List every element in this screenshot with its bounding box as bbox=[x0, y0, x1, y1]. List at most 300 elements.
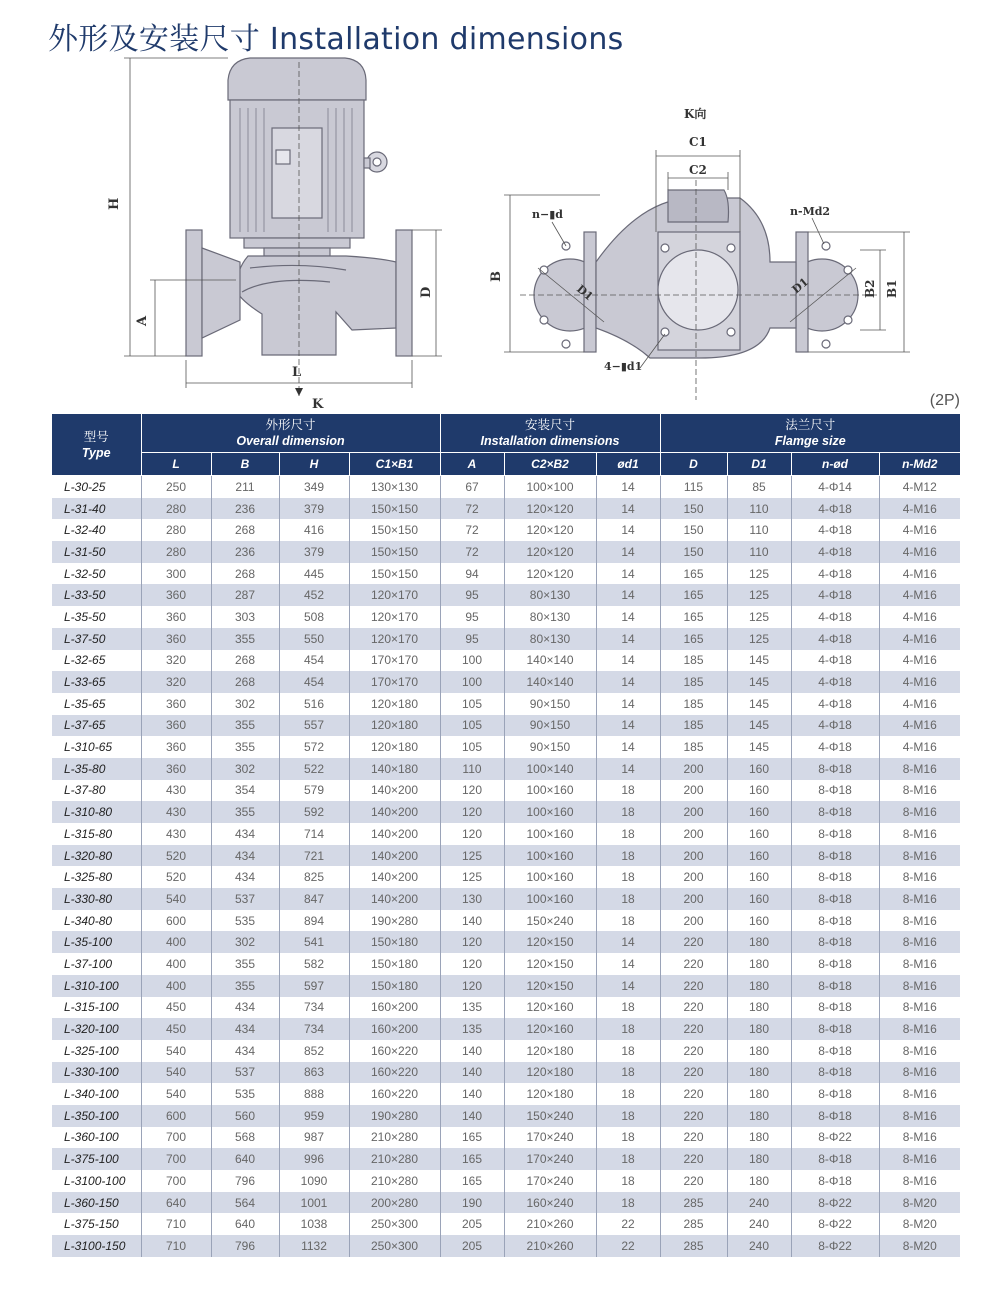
table-cell: 72 bbox=[440, 498, 504, 520]
table-row bbox=[52, 953, 960, 975]
table-cell: 14 bbox=[596, 563, 660, 585]
model-type-cell: L-32-40 bbox=[52, 519, 141, 541]
table-cell: 205 bbox=[440, 1235, 504, 1257]
table-cell: 150×150 bbox=[349, 541, 440, 563]
table-cell: 268 bbox=[211, 563, 279, 585]
table-cell: 360 bbox=[141, 628, 211, 650]
table-row bbox=[52, 1148, 960, 1170]
table-cell: 454 bbox=[279, 671, 349, 693]
table-cell: 100×160 bbox=[504, 780, 596, 802]
table-cell: 1090 bbox=[279, 1170, 349, 1192]
table-cell: 8-Φ18 bbox=[791, 823, 879, 845]
type-header-en: Type bbox=[81, 445, 111, 460]
table-cell: 210×280 bbox=[349, 1148, 440, 1170]
table-cell: 100×160 bbox=[504, 823, 596, 845]
table-cell: 120×180 bbox=[504, 1040, 596, 1062]
table-cell: 568 bbox=[211, 1127, 279, 1149]
table-cell: 450 bbox=[141, 997, 211, 1019]
table-cell: 4-Φ18 bbox=[791, 584, 879, 606]
table-cell: 4-M16 bbox=[879, 628, 960, 650]
table-cell: 450 bbox=[141, 1018, 211, 1040]
table-cell: 8-M16 bbox=[879, 758, 960, 780]
k-arrow-icon bbox=[295, 388, 303, 396]
table-cell: 8-M16 bbox=[879, 780, 960, 802]
label-D1-right: D1 bbox=[789, 275, 812, 297]
table-cell: 700 bbox=[141, 1148, 211, 1170]
label-n-d: n−▮d bbox=[532, 208, 563, 221]
table-cell: 18 bbox=[596, 1105, 660, 1127]
table-cell: 579 bbox=[279, 780, 349, 802]
table-cell: 140×200 bbox=[349, 866, 440, 888]
table-cell: 180 bbox=[727, 1127, 791, 1149]
table-cell: 220 bbox=[660, 1148, 727, 1170]
table-cell: 14 bbox=[596, 931, 660, 953]
dim-label-B1: B1 bbox=[885, 279, 899, 298]
table-cell: 140×200 bbox=[349, 845, 440, 867]
table-cell: 120×160 bbox=[504, 1018, 596, 1040]
table-cell: 110 bbox=[727, 498, 791, 520]
table-cell: 250 bbox=[141, 476, 211, 498]
table-cell: 14 bbox=[596, 628, 660, 650]
table-cell: 220 bbox=[660, 1062, 727, 1084]
table-cell: 110 bbox=[727, 519, 791, 541]
table-cell: 150 bbox=[660, 541, 727, 563]
table-cell: 8-M16 bbox=[879, 1127, 960, 1149]
table-cell: 4-M16 bbox=[879, 584, 960, 606]
model-type-cell: L-37-50 bbox=[52, 628, 141, 650]
table-cell: 236 bbox=[211, 498, 279, 520]
table-cell: 434 bbox=[211, 1018, 279, 1040]
table-cell: 200 bbox=[660, 758, 727, 780]
table-row bbox=[52, 498, 960, 520]
table-cell: 200 bbox=[660, 888, 727, 910]
table-cell: 80×130 bbox=[504, 628, 596, 650]
table-cell: 220 bbox=[660, 975, 727, 997]
table-cell: 4-M16 bbox=[879, 498, 960, 520]
table-cell: 130 bbox=[440, 888, 504, 910]
model-type-cell: L-37-100 bbox=[52, 953, 141, 975]
table-cell: 8-Φ18 bbox=[791, 845, 879, 867]
table-cell: 847 bbox=[279, 888, 349, 910]
table-cell: 125 bbox=[727, 584, 791, 606]
table-cell: 4-Φ18 bbox=[791, 606, 879, 628]
table-cell: 90×150 bbox=[504, 693, 596, 715]
table-cell: 125 bbox=[440, 866, 504, 888]
table-cell: 125 bbox=[440, 845, 504, 867]
table-cell: 220 bbox=[660, 997, 727, 1019]
group-header-installation bbox=[440, 414, 660, 453]
dim-label-C2: C2 bbox=[689, 163, 707, 177]
table-cell: 160 bbox=[727, 823, 791, 845]
table-cell: 180 bbox=[727, 1170, 791, 1192]
table-cell: 8-Φ18 bbox=[791, 801, 879, 823]
table-cell: 150×180 bbox=[349, 931, 440, 953]
table-cell: 268 bbox=[211, 519, 279, 541]
table-cell: 18 bbox=[596, 823, 660, 845]
table-cell: 280 bbox=[141, 541, 211, 563]
table-cell: 110 bbox=[440, 758, 504, 780]
table-cell: 320 bbox=[141, 650, 211, 672]
table-cell: 520 bbox=[141, 866, 211, 888]
table-row bbox=[52, 1105, 960, 1127]
table-cell: 796 bbox=[211, 1170, 279, 1192]
table-cell: 8-M16 bbox=[879, 997, 960, 1019]
table-cell: 180 bbox=[727, 997, 791, 1019]
table-cell: 8-M16 bbox=[879, 1148, 960, 1170]
type-header-cn: 型号 bbox=[83, 429, 109, 444]
group-header-en: Overall dimension bbox=[236, 434, 345, 448]
group-header-cn: 外形尺寸 bbox=[265, 418, 316, 432]
k-view-label: K向 bbox=[684, 107, 707, 121]
table-cell: 710 bbox=[141, 1213, 211, 1235]
table-row bbox=[52, 758, 960, 780]
table-cell: 14 bbox=[596, 671, 660, 693]
table-cell: 200 bbox=[660, 910, 727, 932]
table-cell: 165 bbox=[440, 1127, 504, 1149]
dim-label-H: H bbox=[107, 197, 122, 210]
table-cell: 796 bbox=[211, 1235, 279, 1257]
table-cell: 160×240 bbox=[504, 1192, 596, 1214]
table-cell: 280 bbox=[141, 519, 211, 541]
table-cell: 150 bbox=[660, 498, 727, 520]
table-cell: 140 bbox=[440, 1105, 504, 1127]
table-cell: 160×200 bbox=[349, 1018, 440, 1040]
table-cell: 180 bbox=[727, 1062, 791, 1084]
table-cell: 8-M16 bbox=[879, 888, 960, 910]
table-cell: 640 bbox=[211, 1213, 279, 1235]
table-cell: 4-Φ18 bbox=[791, 736, 879, 758]
table-cell: 120 bbox=[440, 780, 504, 802]
table-cell: 220 bbox=[660, 953, 727, 975]
table-cell: 14 bbox=[596, 541, 660, 563]
table-cell: 80×130 bbox=[504, 584, 596, 606]
table-cell: 220 bbox=[660, 1083, 727, 1105]
table-cell: 14 bbox=[596, 606, 660, 628]
model-type-cell: L-33-50 bbox=[52, 584, 141, 606]
table-cell: 434 bbox=[211, 1040, 279, 1062]
table-cell: 360 bbox=[141, 584, 211, 606]
table-cell: 4-Φ18 bbox=[791, 671, 879, 693]
table-cell: 710 bbox=[141, 1235, 211, 1257]
table-cell: 211 bbox=[211, 476, 279, 498]
table-cell: 508 bbox=[279, 606, 349, 628]
table-row bbox=[52, 1213, 960, 1235]
table-cell: 303 bbox=[211, 606, 279, 628]
table-cell: 8-M16 bbox=[879, 1105, 960, 1127]
column-header: C2×B2 bbox=[504, 453, 596, 476]
table-cell: 200 bbox=[660, 823, 727, 845]
table-row bbox=[52, 1040, 960, 1062]
table-row bbox=[52, 736, 960, 758]
table-cell: 125 bbox=[727, 563, 791, 585]
table-row bbox=[52, 1127, 960, 1149]
model-type-cell: L-340-100 bbox=[52, 1083, 141, 1105]
table-cell: 185 bbox=[660, 693, 727, 715]
table-cell: 120×170 bbox=[349, 606, 440, 628]
table-cell: 640 bbox=[211, 1148, 279, 1170]
table-cell: 379 bbox=[279, 498, 349, 520]
table-cell: 210×260 bbox=[504, 1213, 596, 1235]
table-cell: 120×120 bbox=[504, 498, 596, 520]
table-cell: 434 bbox=[211, 997, 279, 1019]
table-row bbox=[52, 1062, 960, 1084]
table-cell: 14 bbox=[596, 715, 660, 737]
table-cell: 714 bbox=[279, 823, 349, 845]
table-cell: 8-Φ18 bbox=[791, 866, 879, 888]
table-cell: 14 bbox=[596, 584, 660, 606]
table-cell: 135 bbox=[440, 997, 504, 1019]
table-cell: 582 bbox=[279, 953, 349, 975]
table-cell: 150×180 bbox=[349, 975, 440, 997]
table-cell: 165 bbox=[660, 584, 727, 606]
table-cell: 285 bbox=[660, 1192, 727, 1214]
table-cell: 170×240 bbox=[504, 1148, 596, 1170]
model-type-cell: L-310-80 bbox=[52, 801, 141, 823]
dim-label-D: D bbox=[419, 286, 434, 298]
table-cell: 200 bbox=[660, 866, 727, 888]
table-row bbox=[52, 845, 960, 867]
model-type-cell: L-310-65 bbox=[52, 736, 141, 758]
table-cell: 80×130 bbox=[504, 606, 596, 628]
table-cell: 100×140 bbox=[504, 758, 596, 780]
table-row bbox=[52, 780, 960, 802]
table-cell: 14 bbox=[596, 498, 660, 520]
label-4-d1: 4−▮d1 bbox=[604, 360, 643, 373]
table-cell: 145 bbox=[727, 650, 791, 672]
table-cell: 302 bbox=[211, 931, 279, 953]
model-type-cell: L-33-65 bbox=[52, 671, 141, 693]
table-cell: 145 bbox=[727, 671, 791, 693]
model-type-cell: L-375-150 bbox=[52, 1213, 141, 1235]
table-cell: 18 bbox=[596, 1170, 660, 1192]
table-cell: 564 bbox=[211, 1192, 279, 1214]
table-row bbox=[52, 606, 960, 628]
table-cell: 140 bbox=[440, 1040, 504, 1062]
model-type-cell: L-325-80 bbox=[52, 866, 141, 888]
table-cell: 987 bbox=[279, 1127, 349, 1149]
group-header-cn: 法兰尺寸 bbox=[785, 418, 836, 432]
table-row bbox=[52, 910, 960, 932]
table-cell: 18 bbox=[596, 845, 660, 867]
table-cell: 180 bbox=[727, 1018, 791, 1040]
table-cell: 120×150 bbox=[504, 953, 596, 975]
column-header: C1×B1 bbox=[349, 453, 440, 476]
table-cell: 8-M16 bbox=[879, 1018, 960, 1040]
table-cell: 4-M12 bbox=[879, 476, 960, 498]
table-cell: 4-M16 bbox=[879, 715, 960, 737]
table-cell: 220 bbox=[660, 1127, 727, 1149]
table-cell: 100×160 bbox=[504, 801, 596, 823]
table-cell: 18 bbox=[596, 866, 660, 888]
table-cell: 220 bbox=[660, 1018, 727, 1040]
table-cell: 236 bbox=[211, 541, 279, 563]
table-cell: 140×200 bbox=[349, 780, 440, 802]
model-type-cell: L-320-80 bbox=[52, 845, 141, 867]
table-cell: 8-M16 bbox=[879, 1170, 960, 1192]
table-cell: 150×150 bbox=[349, 519, 440, 541]
table-cell: 150×240 bbox=[504, 1105, 596, 1127]
column-header: H bbox=[279, 453, 349, 476]
table-cell: 185 bbox=[660, 736, 727, 758]
table-cell: 8-Φ18 bbox=[791, 1040, 879, 1062]
table-cell: 640 bbox=[141, 1192, 211, 1214]
table-cell: 100 bbox=[440, 650, 504, 672]
table-cell: 8-M16 bbox=[879, 1062, 960, 1084]
table-row bbox=[52, 1018, 960, 1040]
table-body bbox=[52, 476, 960, 1257]
table-cell: 8-M16 bbox=[879, 845, 960, 867]
table-cell: 170×240 bbox=[504, 1170, 596, 1192]
table-cell: 18 bbox=[596, 801, 660, 823]
model-type-cell: L-35-50 bbox=[52, 606, 141, 628]
model-type-cell: L-37-80 bbox=[52, 780, 141, 802]
table-cell: 302 bbox=[211, 693, 279, 715]
table-cell: 852 bbox=[279, 1040, 349, 1062]
table-cell: 165 bbox=[660, 563, 727, 585]
table-cell: 120×180 bbox=[504, 1062, 596, 1084]
table-cell: 8-Φ18 bbox=[791, 1083, 879, 1105]
table-cell: 190×280 bbox=[349, 910, 440, 932]
table-cell: 18 bbox=[596, 888, 660, 910]
table-cell: 18 bbox=[596, 1192, 660, 1214]
group-header-en: Installation dimensions bbox=[480, 434, 620, 448]
table-cell: 18 bbox=[596, 910, 660, 932]
table-cell: 522 bbox=[279, 758, 349, 780]
table-cell: 434 bbox=[211, 823, 279, 845]
table-cell: 95 bbox=[440, 628, 504, 650]
table-cell: 4-M16 bbox=[879, 736, 960, 758]
table-cell: 996 bbox=[279, 1148, 349, 1170]
table-cell: 165 bbox=[440, 1170, 504, 1192]
table-cell: 8-Φ18 bbox=[791, 758, 879, 780]
table-cell: 120 bbox=[440, 953, 504, 975]
table-row bbox=[52, 715, 960, 737]
table-cell: 1001 bbox=[279, 1192, 349, 1214]
table-cell: 150×150 bbox=[349, 563, 440, 585]
table-cell: 14 bbox=[596, 476, 660, 498]
table-cell: 600 bbox=[141, 1105, 211, 1127]
table-cell: 8-M20 bbox=[879, 1213, 960, 1235]
model-type-cell: L-360-100 bbox=[52, 1127, 141, 1149]
table-cell: 185 bbox=[660, 650, 727, 672]
table-cell: 140×200 bbox=[349, 823, 440, 845]
table-cell: 355 bbox=[211, 628, 279, 650]
table-row bbox=[52, 801, 960, 823]
table-cell: 445 bbox=[279, 563, 349, 585]
table-cell: 550 bbox=[279, 628, 349, 650]
label-n-Md2: n-Md2 bbox=[790, 205, 831, 218]
table-cell: 140×180 bbox=[349, 758, 440, 780]
table-cell: 160×220 bbox=[349, 1040, 440, 1062]
table-cell: 18 bbox=[596, 1083, 660, 1105]
table-cell: 8-Φ22 bbox=[791, 1235, 879, 1257]
page-title: 外形及安装尺寸 Installation dimensions bbox=[48, 22, 624, 57]
table-cell: 120 bbox=[440, 931, 504, 953]
table-cell: 160 bbox=[727, 780, 791, 802]
table-cell: 454 bbox=[279, 650, 349, 672]
table-cell: 220 bbox=[660, 1105, 727, 1127]
table-cell: 537 bbox=[211, 1062, 279, 1084]
table-cell: 4-M16 bbox=[879, 671, 960, 693]
table-cell: 537 bbox=[211, 888, 279, 910]
table-cell: 220 bbox=[660, 1040, 727, 1062]
table-cell: 150 bbox=[660, 519, 727, 541]
table-cell: 160×200 bbox=[349, 997, 440, 1019]
model-type-cell: L-320-100 bbox=[52, 1018, 141, 1040]
table-cell: 250×300 bbox=[349, 1235, 440, 1257]
table-cell: 8-Φ18 bbox=[791, 910, 879, 932]
table-cell: 8-M16 bbox=[879, 931, 960, 953]
table-cell: 349 bbox=[279, 476, 349, 498]
table-cell: 430 bbox=[141, 801, 211, 823]
table-cell: 100×160 bbox=[504, 866, 596, 888]
table-cell: 180 bbox=[727, 1105, 791, 1127]
model-type-cell: L-3100-150 bbox=[52, 1235, 141, 1257]
column-header: n-ød bbox=[791, 453, 879, 476]
table-cell: 120×160 bbox=[504, 997, 596, 1019]
table-cell: 205 bbox=[440, 1213, 504, 1235]
table-cell: 355 bbox=[211, 953, 279, 975]
table-cell: 721 bbox=[279, 845, 349, 867]
table-cell: 105 bbox=[440, 736, 504, 758]
table-cell: 120×120 bbox=[504, 519, 596, 541]
table-cell: 120×120 bbox=[504, 541, 596, 563]
table-cell: 90×150 bbox=[504, 715, 596, 737]
table-cell: 355 bbox=[211, 736, 279, 758]
table-cell: 1132 bbox=[279, 1235, 349, 1257]
dimensions-table bbox=[52, 414, 960, 1257]
model-type-cell: L-31-40 bbox=[52, 498, 141, 520]
table-cell: 8-Φ18 bbox=[791, 1105, 879, 1127]
table-cell: 400 bbox=[141, 953, 211, 975]
table-cell: 250×300 bbox=[349, 1213, 440, 1235]
table-cell: 434 bbox=[211, 866, 279, 888]
table-cell: 4-Φ18 bbox=[791, 541, 879, 563]
table-cell: 200 bbox=[660, 845, 727, 867]
table-cell: 535 bbox=[211, 1083, 279, 1105]
table-row bbox=[52, 541, 960, 563]
table-cell: 145 bbox=[727, 715, 791, 737]
table-cell: 8-Φ18 bbox=[791, 1018, 879, 1040]
model-type-cell: L-3100-100 bbox=[52, 1170, 141, 1192]
table-row bbox=[52, 584, 960, 606]
table-cell: 180 bbox=[727, 1083, 791, 1105]
table-cell: 1038 bbox=[279, 1213, 349, 1235]
table-cell: 100×100 bbox=[504, 476, 596, 498]
model-type-cell: L-35-100 bbox=[52, 931, 141, 953]
table-cell: 190×280 bbox=[349, 1105, 440, 1127]
table-cell: 145 bbox=[727, 736, 791, 758]
table-cell: 8-M20 bbox=[879, 1192, 960, 1214]
table-cell: 90×150 bbox=[504, 736, 596, 758]
model-type-cell: L-35-65 bbox=[52, 693, 141, 715]
table-cell: 210×280 bbox=[349, 1170, 440, 1192]
table-cell: 516 bbox=[279, 693, 349, 715]
table-cell: 434 bbox=[211, 845, 279, 867]
table-cell: 18 bbox=[596, 780, 660, 802]
table-cell: 4-M16 bbox=[879, 693, 960, 715]
table-cell: 285 bbox=[660, 1235, 727, 1257]
model-type-cell: L-330-100 bbox=[52, 1062, 141, 1084]
table-cell: 355 bbox=[211, 715, 279, 737]
table-cell: 14 bbox=[596, 975, 660, 997]
column-header: B bbox=[211, 453, 279, 476]
table-cell: 190 bbox=[440, 1192, 504, 1214]
table-cell: 105 bbox=[440, 715, 504, 737]
column-header: D bbox=[660, 453, 727, 476]
type-header bbox=[52, 414, 141, 476]
table-row bbox=[52, 997, 960, 1019]
